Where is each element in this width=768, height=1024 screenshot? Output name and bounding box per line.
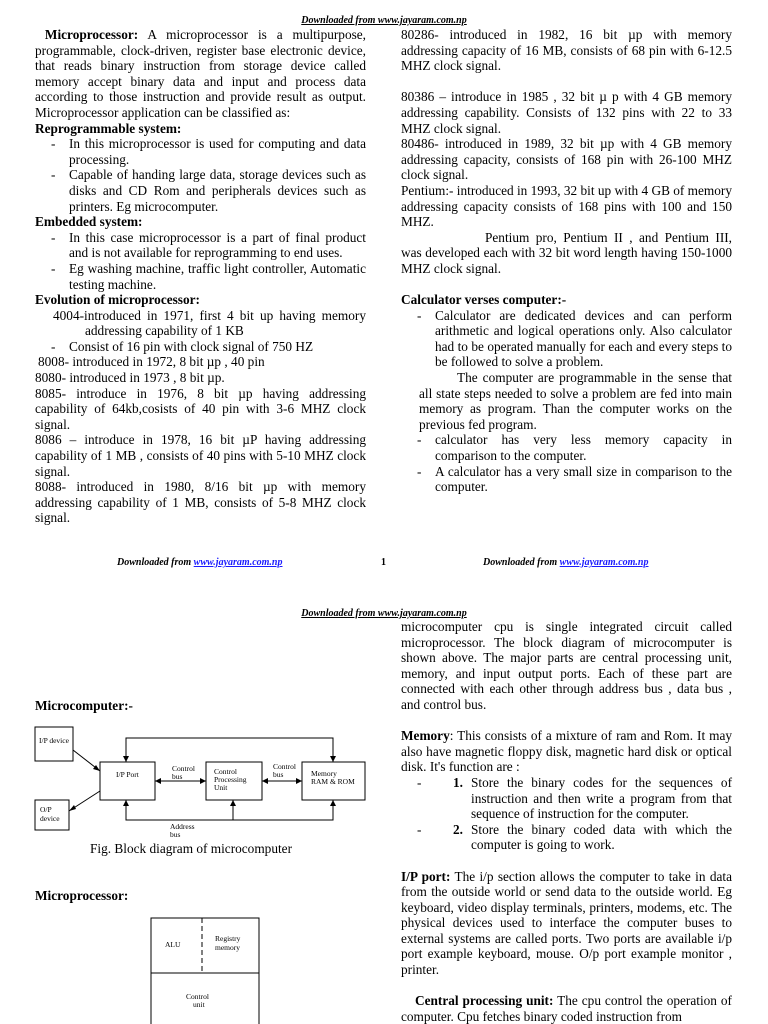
page1-footer-left	[117, 555, 282, 571]
evolution-pentium-pro: Pentium pro, Pentium II , and Pentium III, was developed each with 32 bit word length having 150-1000 MHZ clock signal.	[401, 229, 732, 276]
figure-caption: Fig. Block diagram of microcomputer	[90, 841, 292, 856]
evolution-4004: 4004-introduced in 1971, first 4 bit up having memory addressing capability of 1 KB	[53, 307, 366, 339]
intro-text: A microprocessor is a multipurpose, programmable, clock-driven, register base electronic device, that reads binary instruction from storage device called memory accept binary data and input and process data according to those instruction and provide result as output. Microprocessor application can be classified as:	[35, 27, 366, 120]
op-device-label-1: O/P	[40, 805, 52, 814]
evolution-heading: Evolution of microprocessor:	[35, 292, 200, 308]
intro-paragraph	[35, 27, 366, 121]
address-bus-label-1: Address	[170, 822, 195, 831]
ip-port-label: I/P Port	[116, 770, 139, 779]
cpu-label-2: Processing	[214, 775, 247, 784]
list-item: - Consist of 16 pin with clock signal of 750 HZ	[35, 339, 366, 355]
list-item-text: Store the binary coded data with which the computer is going to work.	[471, 821, 732, 853]
memory-label-2: RAM & ROM	[311, 777, 355, 786]
evolution-80386: 80386 – introduce in 1985 , 32 bit µ p with 4 GB memory addressing capability. Consists of 132 pins with 22 to 33 MHZ clock signal.	[401, 89, 732, 136]
footer-prefix: Downloaded from	[117, 557, 194, 568]
list-item-text: Store the binary codes for the sequences of instruction and then write a program from that sequence of instruction for the computer.	[471, 774, 732, 822]
evolution-4004-sub	[35, 339, 366, 355]
control-unit-label-1: Control	[186, 992, 209, 1001]
page1-left-column	[35, 27, 366, 526]
list-item: - 2. Store the binary coded data with which the computer is going to work.	[401, 822, 732, 853]
op-device-label-2: device	[40, 814, 60, 823]
page-number: 1	[381, 557, 386, 568]
intro-term: Microprocessor:	[44, 27, 139, 42]
list-item: - Eg washing machine, traffic light controller, Automatic testing machine.	[35, 261, 366, 292]
calculator-heading: Calculator verses computer:-	[401, 292, 567, 308]
page2-header: Downloaded from www.jayaram.com.np	[301, 608, 467, 619]
control-unit-label-2: unit	[193, 1000, 205, 1009]
memory-functions-list	[401, 775, 732, 853]
memory-label-1: Memory	[311, 769, 337, 778]
cpu-term: Central processing unit:	[415, 993, 554, 1009]
ip-port-text: The i/p section allows the computer to take in data from the outside world or send data to the outside world. Eg keyboard, video display terminals, printers, modems, etc. The physical devices used to interface the computer buses to external systems are called ports. Two ports are available i/p port example keyboard, mouse. O/p port example monitor , printer.	[401, 868, 732, 978]
page1-right-column	[401, 27, 732, 495]
registry-label-1: Registry	[215, 934, 241, 943]
cpu-text: The cpu control the operation of computer. Cpu fetches binary coded instruction from	[401, 993, 732, 1024]
evolution-80486: 80486- introduced in 1989, 32 bit µp with 4 GB memory addressing capacity, consists of 168 pin with 26-100 MHZ clock signal.	[401, 136, 732, 183]
memory-text: : This consists of a mixture of ram and Rom. It may also have magnetic floppy disk, magnetic hard disk or optical disk. It's function are :	[401, 728, 732, 775]
evolution-8080: 8080- introduced in 1973 , 8 bit µp.	[35, 370, 225, 386]
evolution-80286: 80286- introduced in 1982, 16 bit µp with memory addressing capacity of 16 MB, consists of 68 pin with 6-12.5 MHZ clock signal.	[401, 27, 732, 74]
cpu-label-3: Unit	[214, 783, 228, 792]
evolution-8008: 8008- introduced in 1972, 8 bit µp , 40 pin	[38, 354, 265, 370]
cpu-label-1: Control	[214, 767, 237, 776]
calculator-paragraph: The computer are programmable in the sense that all state steps needed to solve a problem are fed into main memory as program. Than the computer works on the previous fed program.	[419, 370, 732, 432]
ip-port-term: I/P port:	[401, 868, 451, 884]
microcomputer-block-diagram	[30, 725, 375, 840]
embedded-heading: Embedded system:	[35, 214, 143, 230]
list-item: - Capable of handing large data, storage devices such as disks and CD Rom and peripherals devices such as printers. Eg microcomputer.	[35, 167, 366, 214]
footer-link[interactable]: www.jayaram.com.np	[559, 557, 649, 568]
list-item: - In this case microprocessor is a part of final product and is not available for reprogramming to end uses.	[35, 230, 366, 261]
evolution-pentium: Pentium:- introduced in 1993, 32 bit up with 4 GB of memory addressing capacity consists of 168 pins with 100 and 150 MHZ.	[401, 182, 732, 230]
calculator-list	[401, 308, 732, 370]
microprocessor-heading: Microprocessor:	[35, 888, 129, 903]
control-bus-label-1b: bus	[172, 772, 183, 781]
page1-footer-right	[483, 555, 648, 571]
evolution-8088: 8088- introduced in 1980, 8/16 bit µp with memory addressing capability of 1 MB, consists of 5-8 MHZ clock signal.	[35, 479, 366, 526]
list-item: - Calculator are dedicated devices and can perform arithmetic and logical operations only. Also calculator had to be operated manually for each and every steps to be followed to solve a problem.	[401, 308, 732, 370]
address-bus-line	[126, 800, 333, 820]
memory-paragraph	[401, 728, 732, 775]
footer-link[interactable]: www.jayaram.com.np	[193, 557, 283, 568]
control-bus-top-line	[126, 738, 333, 762]
footer-prefix: Downloaded from	[483, 557, 560, 568]
evolution-8086: 8086 – introduce in 1978, 16 bit µP having addressing capability of 1 MB , consists of 40 pins with 5-10 MHZ clock signal.	[35, 432, 366, 479]
microprocessor-block-diagram	[145, 915, 265, 1024]
embedded-list	[35, 230, 366, 292]
cpu-paragraph	[401, 993, 732, 1024]
reprogrammable-list	[35, 136, 366, 214]
microprocessor-outline	[151, 918, 259, 1024]
address-bus-label-2: bus	[170, 830, 181, 839]
microcomputer-intro: microcomputer cpu is single integrated circuit called microprocessor. The block diagram of microcomputer is shown above. The major parts are central processing unit, memory, and input output ports. Each of these part are connected with each other through address bus , data bus , and control bus.	[401, 619, 732, 712]
control-bus-label-2a: Control	[273, 762, 296, 771]
evolution-8085: 8085- introduce in 1976, 8 bit µp having addressing capability of 64kb,cosists of 40 pin with 3-6 MHZ clock signal.	[35, 385, 366, 432]
calculator-list-2	[401, 432, 732, 494]
memory-term: Memory	[401, 728, 450, 744]
registry-label-2: memory	[215, 943, 240, 952]
ip-port-box	[100, 762, 155, 800]
list-item: - In this microprocessor is used for computing and data processing.	[35, 136, 366, 167]
ip-port-paragraph	[401, 869, 732, 978]
list-item: - 1. Store the binary codes for the sequences of instruction and then write a program from that sequence of instruction for the computer.	[401, 775, 732, 822]
ip-device-label: I/P device	[39, 736, 69, 745]
list-item: - calculator has very less memory capacity in comparison to the computer.	[401, 432, 732, 463]
reprogrammable-heading: Reprogrammable system:	[35, 120, 182, 136]
microcomputer-heading: Microcomputer:-	[35, 698, 133, 713]
page1-header: Downloaded from www.jayaram.com.np	[301, 15, 467, 26]
list-item: - A calculator has a very small size in comparison to the computer.	[401, 464, 732, 495]
page2-right-column	[401, 619, 732, 1024]
control-bus-label-1a: Control	[172, 764, 195, 773]
alu-label: ALU	[165, 940, 181, 949]
control-bus-label-2b: bus	[273, 770, 284, 779]
